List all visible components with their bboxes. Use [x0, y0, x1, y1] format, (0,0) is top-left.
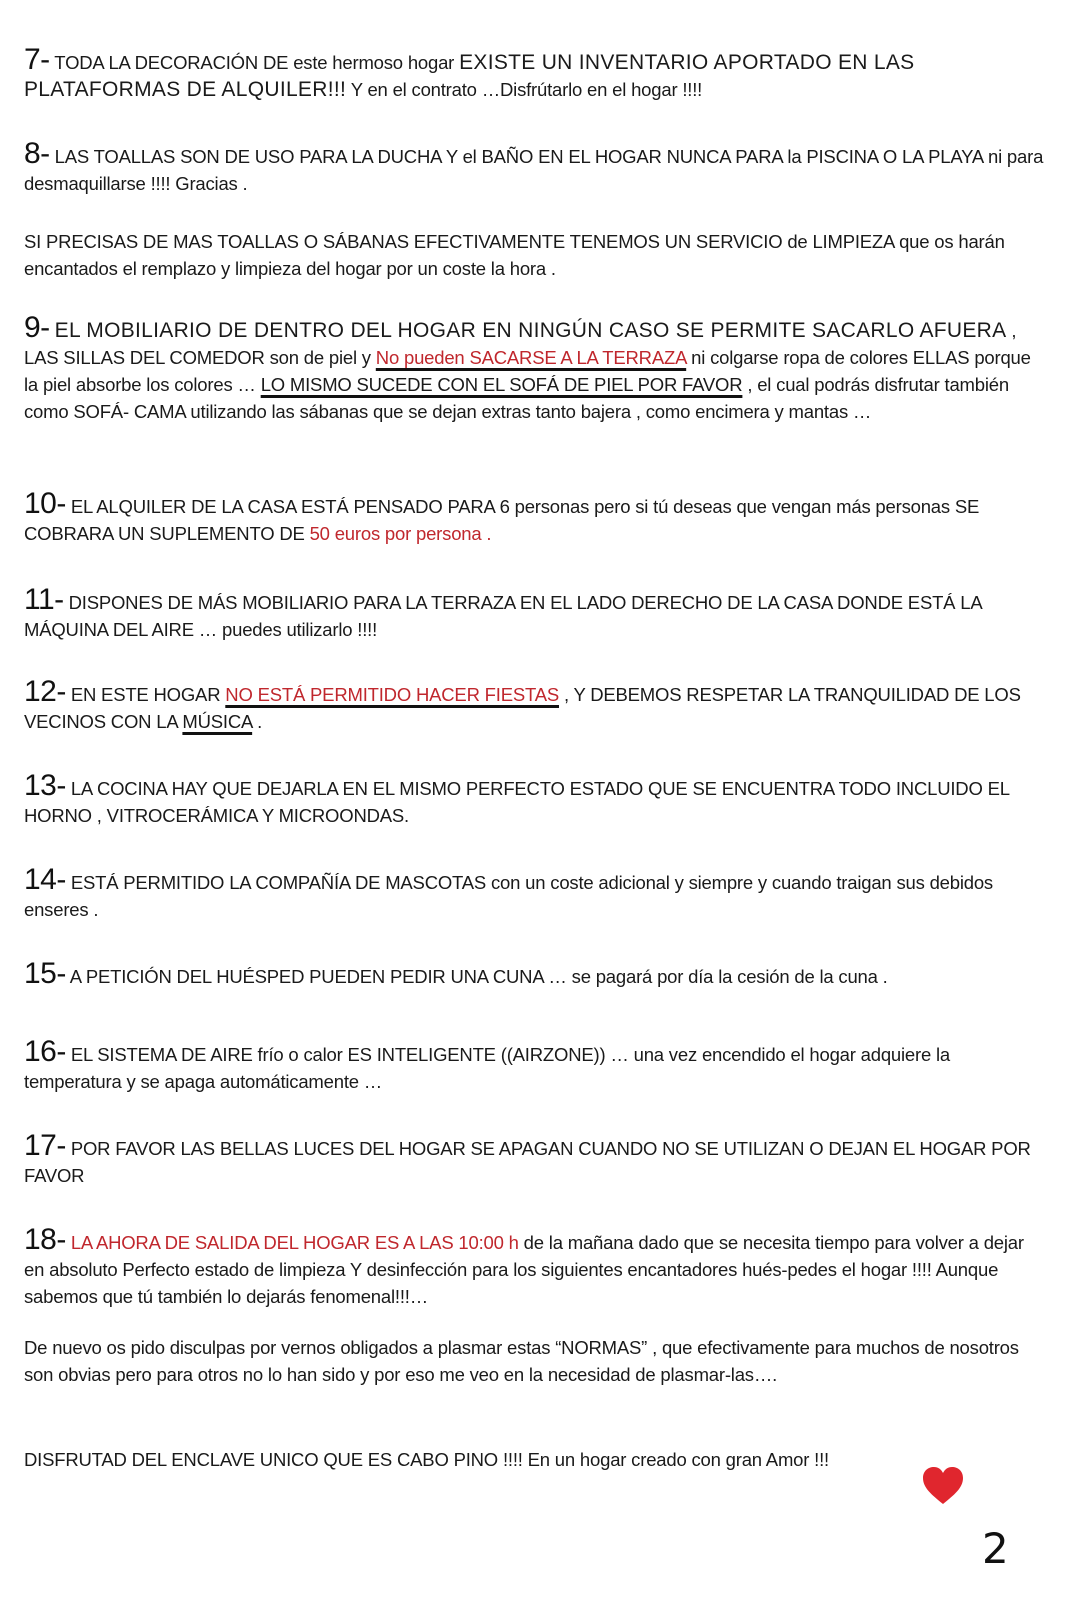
- rule-text: A PETICIÓN DEL HUÉSPED PUEDEN PEDIR UNA CUNA … se pagará por día la cesión de la cuna .: [69, 966, 888, 987]
- rule-text: .: [252, 711, 263, 732]
- rule-number: 13-: [24, 769, 66, 802]
- rule-warning: No pueden SACARSE A LA TERRAZA: [375, 347, 687, 368]
- rule-12: [24, 675, 1044, 735]
- rule-15: [24, 957, 1044, 990]
- rule-text: , LAS SILLAS DEL COMEDOR son de piel y: [24, 320, 1017, 368]
- rule-text: SI PRECISAS DE MAS TOALLAS O SÁBANAS EFECTIVAMENTE TENEMOS UN SERVICIO de LIMPIEZA que os harán encantados el remplazo y limpieza del hogar por un coste la hora .: [24, 231, 1005, 279]
- rule-18: [24, 1223, 1044, 1310]
- rule-text: ESTÁ PERMITIDO LA COMPAÑÍA DE MASCOTAS con un coste adicional y siempre y cuando traigan sus debidos enseres .: [24, 872, 993, 920]
- rule-text: POR FAVOR LAS BELLAS LUCES DEL HOGAR SE APAGAN CUANDO NO SE UTILIZAN O DEJAN EL HOGAR POR FAVOR: [24, 1138, 1031, 1186]
- rule-16: [24, 1035, 1044, 1095]
- rule-text: LAS TOALLAS SON DE USO PARA LA DUCHA Y el BAÑO EN EL HOGAR NUNCA PARA la PISCINA O LA PLAYA ni para desmaquillarse !!!! Gracias .: [24, 146, 1044, 194]
- closing-farewell: [24, 1446, 1044, 1473]
- rule-11: [24, 583, 1044, 643]
- rule-8: [24, 137, 1044, 197]
- rule-number: 18-: [24, 1223, 66, 1256]
- rule-price: 50 euros por persona .: [309, 523, 492, 544]
- rule-14: [24, 863, 1044, 923]
- rule-warning: NO ESTÁ PERMITIDO HACER FIESTAS: [225, 684, 559, 705]
- rule-number: 9-: [24, 311, 50, 344]
- rule-8-note: [24, 228, 1044, 282]
- closing-text: De nuevo os pido disculpas por vernos obligados a plasmar estas “NORMAS” , que efectivamente para muchos de nosotros son obvias pero para otros no lo han sido y por eso me veo en la necesidad de plasmar-las….: [24, 1337, 1019, 1385]
- rule-emphasis: EXISTE UN INVENTARIO APORTADO EN LAS PLATAFORMAS DE ALQUILER!!!: [24, 51, 915, 101]
- rule-7: [24, 43, 1044, 103]
- rule-number: 10-: [24, 487, 66, 520]
- rule-text: ni colgarse ropa de colores ELLAS porque la piel absorbe los colores …: [24, 347, 1031, 395]
- rule-emphasis: EL MOBILIARIO DE DENTRO DEL HOGAR EN NINGÚN CASO SE PERMITE SACARLO AFUERA: [54, 319, 1007, 342]
- rule-underlined: MÚSICA: [182, 711, 253, 732]
- rule-number: 7-: [24, 43, 50, 76]
- rule-text: LA COCINA HAY QUE DEJARLA EN EL MISMO PERFECTO ESTADO QUE SE ENCUENTRA TODO INCLUIDO EL HORNO , VITROCERÁMICA Y MICROONDAS.: [24, 778, 1010, 826]
- rule-text: de la mañana dado que se necesita tiempo para volver a dejar en absoluto Perfecto estado de limpieza Y desinfección para los siguientes encantadores hués-pedes el hogar !!!! Aunque sabemos que tú también lo dejarás fenomenal!!!…: [24, 1232, 1024, 1307]
- rule-number: 12-: [24, 675, 66, 708]
- rule-text: EL ALQUILER DE LA CASA ESTÁ PENSADO PARA 6 personas pero si tú deseas que vengan más personas SE COBRARA UN SUPLEMENTO DE: [24, 496, 980, 544]
- rule-text: , el cual podrás disfrutar también como SOFÁ- CAMA utilizando las sábanas que se dejan extras tanto bajera , como encimera y mantas …: [24, 374, 1009, 422]
- rule-17: [24, 1129, 1044, 1189]
- rule-number: 15-: [24, 957, 66, 990]
- rule-number: 16-: [24, 1035, 66, 1068]
- rule-10: [24, 487, 1044, 547]
- rule-warning: LA AHORA DE SALIDA DEL HOGAR ES A LAS 10:00 h: [70, 1232, 519, 1253]
- rule-text: Y en el contrato …Disfrútarlo en el hogar !!!!: [346, 79, 703, 100]
- rule-13: [24, 769, 1044, 829]
- rule-text: , Y DEBEMOS RESPETAR LA TRANQUILIDAD DE LOS VECINOS CON LA: [24, 684, 1021, 732]
- page-number: 2: [982, 1524, 1009, 1573]
- rule-9: [24, 311, 1044, 425]
- rule-number: 17-: [24, 1129, 66, 1162]
- rule-number: 11-: [24, 583, 64, 616]
- rule-underlined: LO MISMO SUCEDE CON EL SOFÁ DE PIEL POR FAVOR: [260, 374, 743, 395]
- heart-icon: [922, 1466, 964, 1506]
- rule-text: EL SISTEMA DE AIRE frío o calor ES INTELIGENTE ((AIRZONE)) … una vez encendido el hogar adquiere la temperatura y se apaga automáticamente …: [24, 1044, 950, 1092]
- rule-text: DISPONES DE MÁS MOBILIARIO PARA LA TERRAZA EN EL LADO DERECHO DE LA CASA DONDE ESTÁ LA MÁQUINA DEL AIRE … puedes utilizarlo !!!!: [24, 592, 982, 640]
- rule-number: 8-: [24, 137, 50, 170]
- closing-apology: [24, 1334, 1044, 1388]
- farewell-text: DISFRUTAD DEL ENCLAVE UNICO QUE ES CABO PINO !!!! En un hogar creado con gran Amor !!!: [24, 1449, 829, 1470]
- rule-text: EN ESTE HOGAR: [70, 684, 226, 705]
- rule-text: TODA LA DECORACIÓN DE este hermoso hogar: [54, 52, 460, 73]
- rule-number: 14-: [24, 863, 66, 896]
